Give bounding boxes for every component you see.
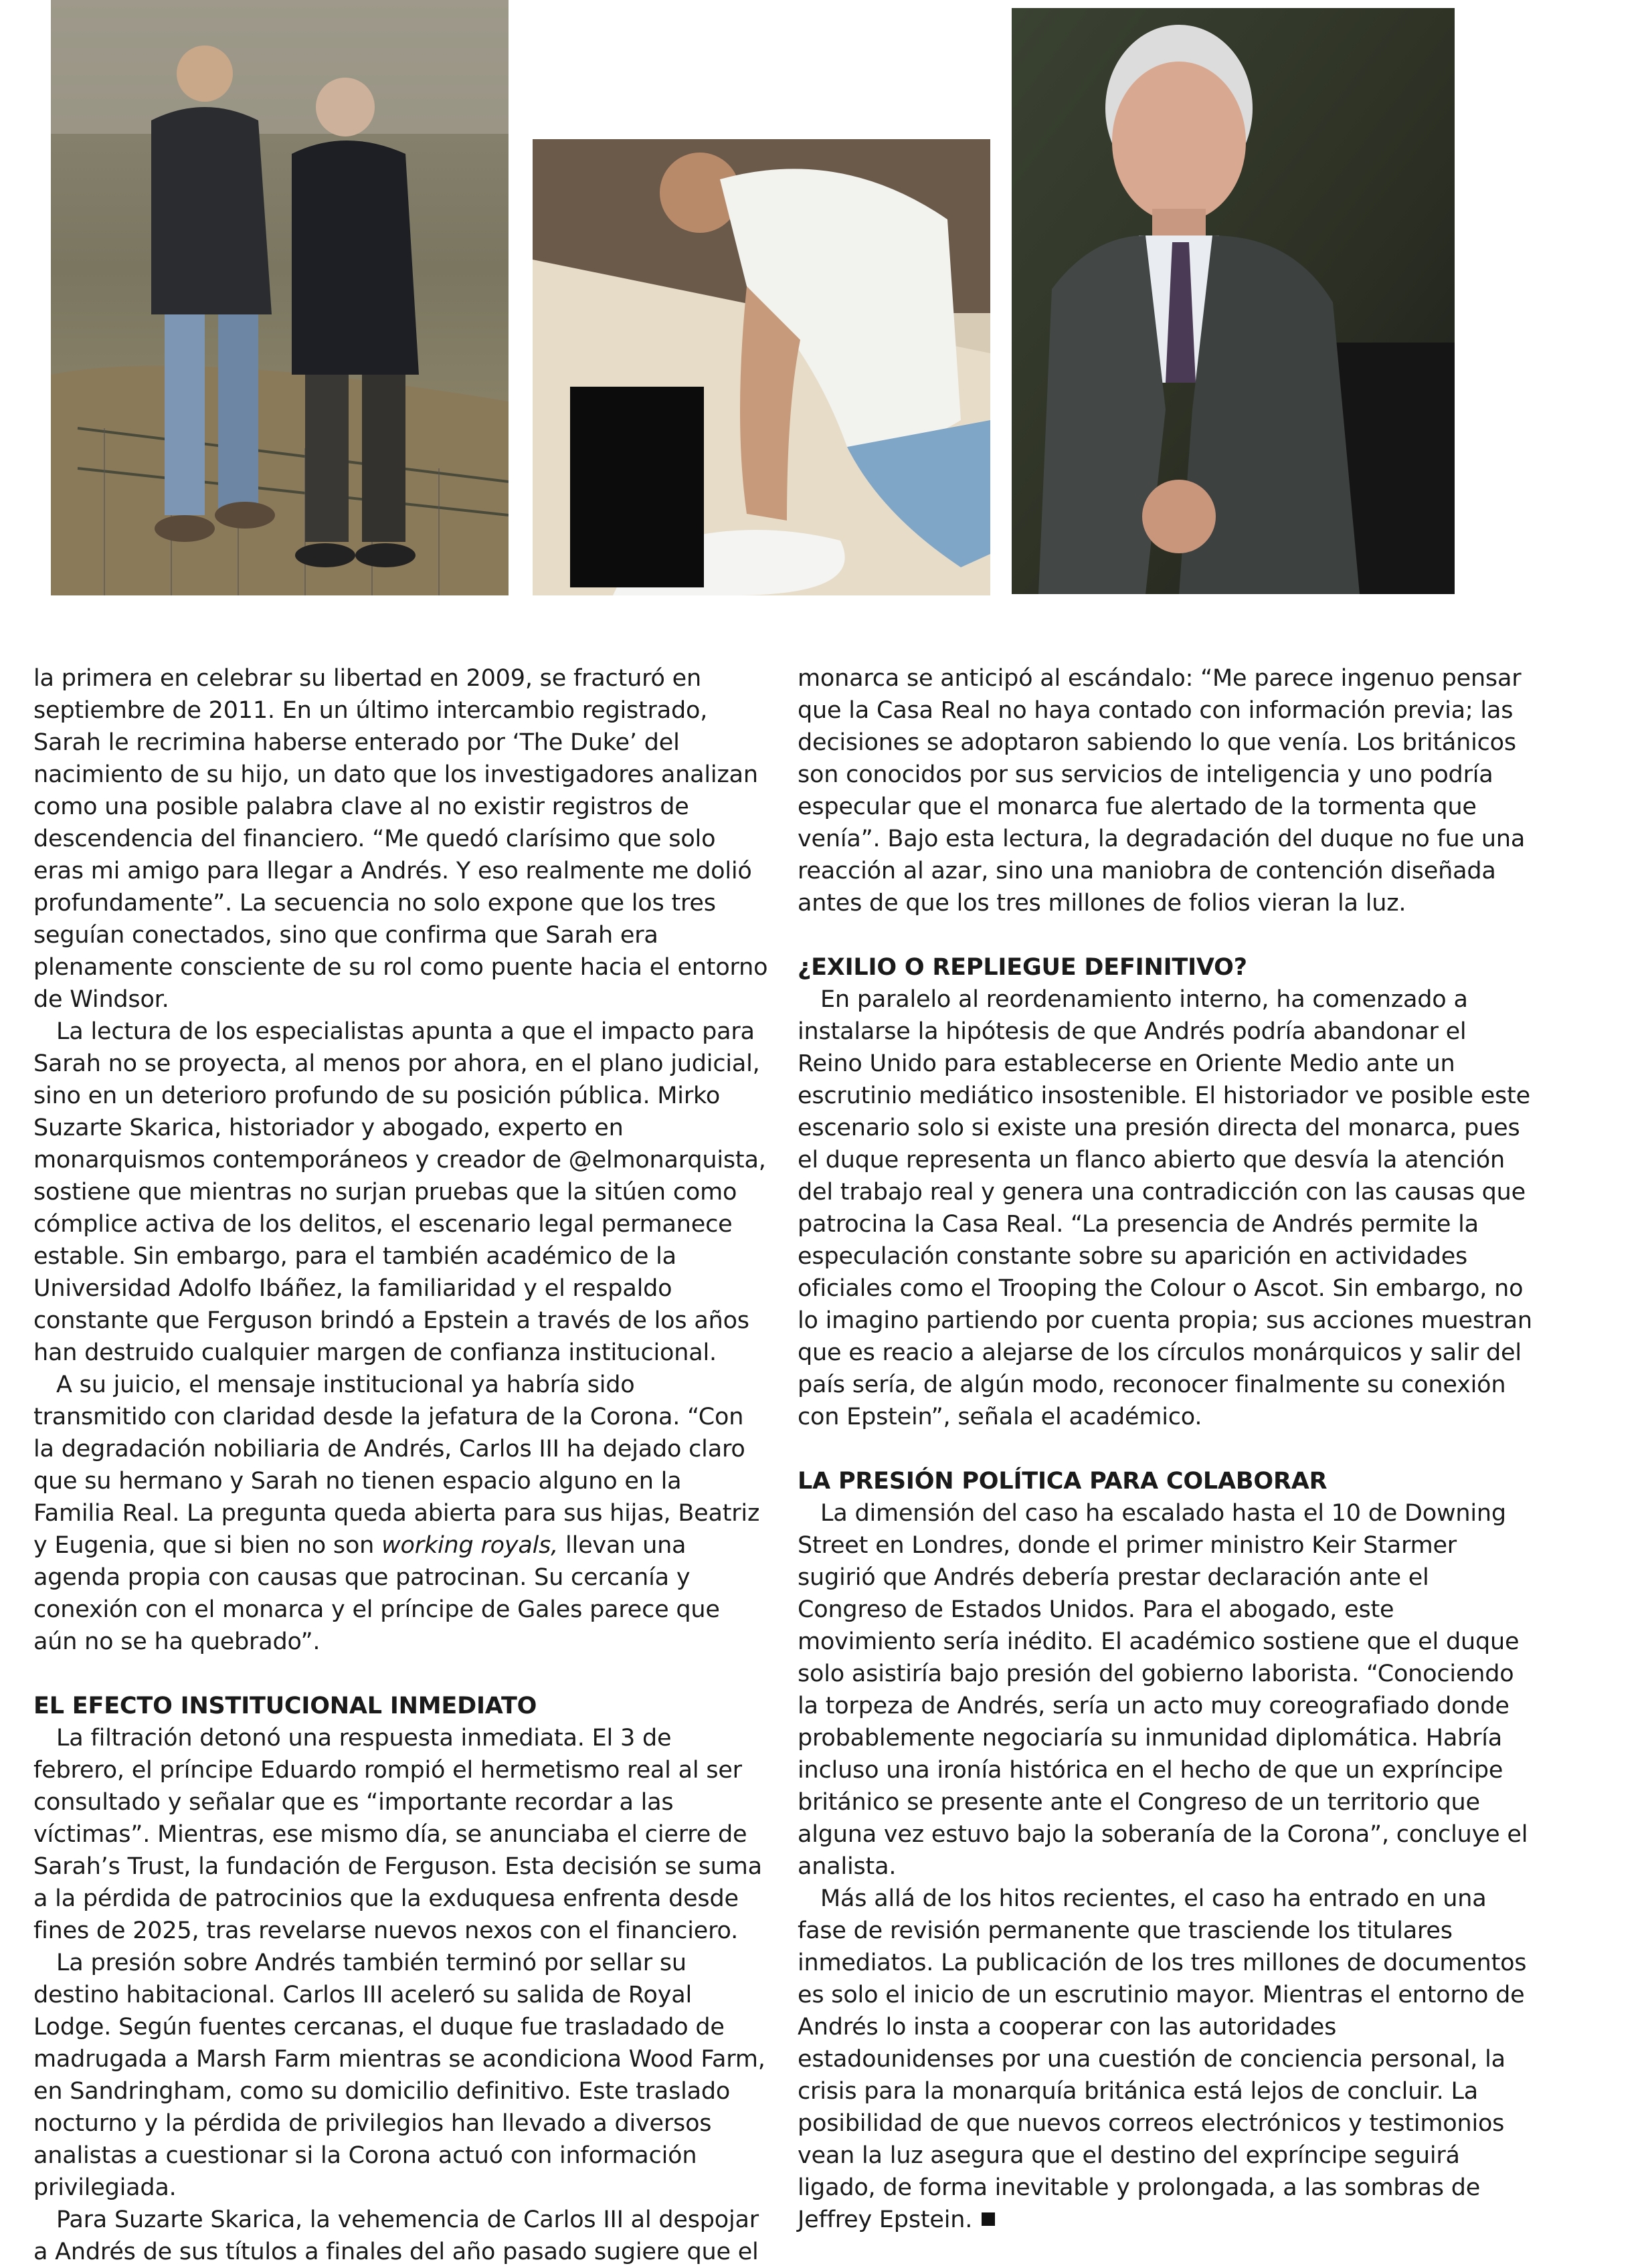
- paragraph: La presión sobre Andrés también terminó por sellar su destino habitacional. Carlos III aceleró su salida de Royal Lodge. Según fuentes cercanas, el duque fue trasladado de madrugada a Marsh Farm mientras se acondiciona Wood Farm, en Sandringham, como su domicilio definitivo. Este traslado nocturno y la pérdida de privilegios han llevado a diversos analistas a cuestionar si la Corona actuó con información privilegiada.: [33, 1950, 765, 2201]
- photo-portrait: [1012, 8, 1455, 594]
- section-heading: EL EFECTO INSTITUCIONAL INMEDIATO: [33, 1693, 537, 1719]
- paragraph-text: A su juicio, el mensaje institucional ya habría sido transmitido con claridad desde la jefatura de la Corona. “Con la degradación nobiliaria de Andrés, Carlos III ha dejado claro que su hermano y Sarah no tienen espacio alguno en la Familia Real. La pregunta queda abierta para sus hijas, Beatriz y Eugenia, que si bien no son: [33, 1372, 760, 1559]
- photo-portrait-icon: [1012, 8, 1455, 594]
- section-heading: ¿EXILIO O REPLIEGUE DEFINITIVO?: [798, 954, 1247, 981]
- paragraph-text: llevan una agenda propia con causas que patrocinan. Su cercanía y conexión con el monarca y el príncipe de Gales parece que aún no se ha quebrado”.: [33, 1532, 720, 1655]
- emphasis-text: working royals,: [381, 1532, 559, 1559]
- photo-censored-icon: [533, 139, 990, 595]
- paragraph: La dimensión del caso ha escalado hasta el 10 de Downing Street en Londres, donde el primer ministro Keir Starmer sugirió que Andrés debería prestar declaración ante el Congreso de Estados Unidos. Para el abogado, este movimiento sería inédito. El académico sostiene que el duque solo asistiría bajo presión del gobierno laborista. “Conociendo la torpeza de Andrés, sería un acto muy coreografiado donde probablemente negociaría su inmunidad diplomática. Habría incluso una ironía histórica en el hecho de que un expríncipe británico se presente ante el Congreso de un territorio que alguna vez estuvo bajo la soberanía de la Corona”, concluye el analista.: [798, 1500, 1528, 1880]
- article-column-left: [33, 662, 769, 2268]
- paragraph-text: Más allá de los hitos recientes, el caso ha entrado en una fase de revisión permanente que trasciende los titulares inmediatos. La publicación de los tres millones de documentos es solo el inicio de un escrutinio mayor. Mientras el entorno de Andrés lo insta a cooperar con las autoridades estadounidenses por una cuestión de conciencia personal, la crisis para la monarquía británica está lejos de concluir. La posibilidad de que nuevos correos electrónicos y testimonios vean la luz asegura que el destino del expríncipe seguirá ligado, de forma inevitable y prolongada, a las sombras de Jeffrey Epstein.: [798, 1885, 1527, 2233]
- paragraph: la primera en celebrar su libertad en 2009, se fracturó en septiembre de 2011. En un último intercambio registrado, Sarah le recrimina haberse enterado por ‘The Duke’ del nacimiento de su hijo, un dato que los investigadores analizan como una posible palabra clave al no existir registros de descendencia del financiero. “Me quedó clarísimo que solo eras mi amigo para llegar a Andrés. Y eso realmente me dolió profundamente”. La secuencia no solo expone que los tres seguían conectados, sino que confirma que Sarah era plenamente consciente de su rol como puente hacia el entorno de Windsor.: [33, 665, 768, 1013]
- paragraph: Para Suzarte Skarica, la vehemencia de Carlos III al despojar a Andrés de sus títulos a finales del año pasado sugiere que el: [33, 2206, 759, 2265]
- paragraph: [798, 1883, 1534, 2236]
- paragraph: La filtración detonó una respuesta inmediata. El 3 de febrero, el príncipe Eduardo rompió el hermetismo real al ser consultado y señalar que es “importante recordar a las víctimas”. Mientras, ese mismo día, se anunciaba el cierre de Sarah’s Trust, la fundación de Ferguson. Esta decisión se suma a la pérdida de patrocinios que la exduquesa enfrenta desde fines de 2025, tras revelarse nuevos nexos con el financiero.: [33, 1725, 762, 1944]
- photo-censored: [533, 139, 990, 595]
- paragraph: monarca se anticipó al escándalo: “Me parece ingenuo pensar que la Casa Real no haya contado con información previa; las decisiones se adoptaron sabiendo lo que venía. Los británicos son conocidos por sus servicios de inteligencia y uno podría especular que el monarca fue alertado de la tormenta que venía”. Bajo esta lectura, la degradación del duque no fue una reacción al azar, sino una maniobra de contención diseñada antes de que los tres millones de folios vieran la luz.: [798, 665, 1526, 917]
- section-heading: LA PRESIÓN POLÍTICA PARA COLABORAR: [798, 1468, 1327, 1495]
- photo-two-men-walking: [51, 0, 509, 595]
- end-mark-icon: [982, 2212, 995, 2226]
- paragraph: La lectura de los especialistas apunta a que el impacto para Sarah no se proyecta, al menos por ahora, en el plano judicial, sino en un deterioro profundo de su posición pública. Mirko Suzarte Skarica, historiador y abogado, experto en monarquismos contemporáneos y creador de @elmonarquista, sostiene que mientras no surjan pruebas que la sitúen como cómplice activa de los delitos, el escenario legal permanece estable. Sin embargo, para el también académico de la Universidad Adolfo Ibáñez, la familiaridad y el respaldo constante que Ferguson brindó a Epstein a través de los años han destruido cualquier margen de confianza institucional.: [33, 1018, 766, 1366]
- photo-two-men-walking-icon: [51, 0, 509, 595]
- paragraph: [33, 1369, 769, 1658]
- paragraph: En paralelo al reordenamiento interno, ha comenzado a instalarse la hipótesis de que Andrés podría abandonar el Reino Unido para establecerse en Oriente Medio ante un escrutinio mediático insostenible. El historiador ve posible este escenario solo si existe una presión directa del monarca, pues el duque representa un flanco abierto que desvía la atención del trabajo real y genera una contradicción con las causas que patrocina la Casa Real. “La presencia de Andrés permite la especulación constante sobre su aparición en actividades oficiales como el Trooping the Colour o Ascot. Sin embargo, no lo imagino partiendo por cuenta propia; sus acciones muestran que es reacio a alejarse de los círculos monárquicos y salir del país sería, de algún modo, reconocer finalmente su conexión con Epstein”, señala el académico.: [798, 986, 1532, 1430]
- article-column-right: [798, 662, 1534, 2236]
